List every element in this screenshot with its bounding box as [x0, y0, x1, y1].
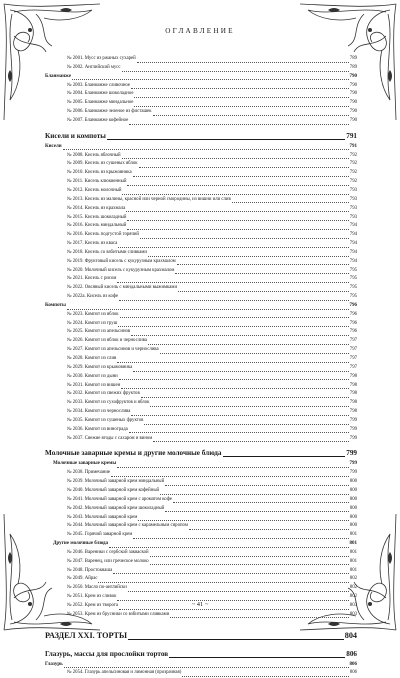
- toc-page-number: 793: [349, 196, 357, 202]
- toc-page-number: 799: [349, 470, 357, 476]
- toc-entry-title: № 2022а. Кисель из кофе: [67, 294, 119, 300]
- toc-page-number: 801: [349, 549, 357, 555]
- dot-leader: [129, 432, 349, 433]
- toc-entry[interactable]: [45, 373, 357, 382]
- toc-page-number: 799: [349, 417, 357, 423]
- toc-entry-title: № 2003. Бланманже сливочное: [67, 82, 130, 88]
- toc-entry-title: № 2049. Айрас: [67, 576, 98, 582]
- dot-leader: [131, 415, 348, 416]
- toc-page-number: 789: [349, 64, 357, 70]
- toc-page-number: 794: [349, 241, 357, 247]
- dot-leader: [64, 667, 349, 668]
- dot-leader: [111, 476, 349, 477]
- dot-leader: [141, 397, 349, 398]
- toc-page-number: 794: [349, 223, 357, 229]
- toc-entry-title: № 2043. Молочный заварной крем: [67, 514, 138, 520]
- dot-leader: [165, 511, 348, 512]
- toc-entry-title: № 2006. Бланманже зеленое из фисташек: [67, 109, 152, 115]
- toc-page-number: 798: [349, 400, 357, 406]
- toc-entry-title: Молочные заварные кремы и другие молочные блюда: [45, 449, 222, 458]
- toc-page-number: 792: [349, 161, 357, 167]
- toc-entry-title: № 2018. Кисель со взбитыми сливками: [67, 249, 147, 255]
- table-of-contents: [45, 55, 357, 678]
- toc-entry[interactable]: [45, 575, 357, 584]
- toc-entry-title: № 2019. Фруктовый кисель с кукурузным крахмалом: [67, 258, 176, 264]
- toc-page-number: 799: [346, 449, 357, 458]
- toc-page-number: 795: [349, 294, 357, 300]
- toc-entry-title: № 2045. Горячий заварной крем: [67, 532, 133, 538]
- dot-leader: [122, 194, 348, 195]
- toc-page-number: 793: [349, 187, 357, 193]
- toc-page-number: 800: [349, 514, 357, 520]
- dot-leader: [232, 202, 349, 203]
- toc-entry-title: № 2012. Кисель молочный: [67, 187, 122, 193]
- toc-entry[interactable]: [45, 55, 357, 64]
- dot-leader: [128, 639, 344, 640]
- toc-entry[interactable]: [45, 293, 357, 302]
- dot-leader: [137, 62, 349, 63]
- toc-page-number: 790: [349, 73, 357, 79]
- dot-leader: [173, 502, 349, 503]
- toc-entry-title: № 2037. Свежие ягоды с сахаром и вином: [67, 435, 153, 441]
- toc-entry-title: Глазурь, массы для прослойки тортов: [45, 649, 169, 658]
- toc-entry[interactable]: [45, 160, 357, 169]
- toc-entry-title: № 2017. Кисель из кваса: [67, 241, 118, 247]
- toc-entry[interactable]: [45, 231, 357, 240]
- page-title: ОГЛАВЛЕНИЕ: [165, 27, 235, 35]
- dot-leader: [122, 71, 349, 72]
- toc-entry[interactable]: [45, 222, 357, 231]
- toc-entry[interactable]: [45, 584, 357, 593]
- dot-leader: [119, 609, 349, 610]
- dot-leader: [139, 167, 349, 168]
- toc-entry[interactable]: [45, 531, 357, 540]
- toc-page-number: 799: [349, 461, 357, 467]
- toc-chapter[interactable]: [45, 647, 357, 661]
- toc-entry-title: № 2033. Компот из сухофруктов и яблок: [67, 400, 150, 406]
- toc-page-number: 796: [349, 302, 357, 308]
- toc-entry[interactable]: [45, 567, 357, 576]
- toc-page-number: 802: [349, 585, 357, 591]
- toc-entry[interactable]: [45, 178, 357, 187]
- dot-leader: [118, 247, 349, 248]
- toc-page-number: 790: [349, 82, 357, 88]
- dot-leader: [113, 573, 349, 574]
- toc-page-number: 797: [349, 364, 357, 370]
- toc-page-number: 799: [349, 435, 357, 441]
- dot-leader: [119, 300, 349, 301]
- toc-entry[interactable]: [45, 169, 357, 178]
- toc-entry-title: № 2047. Варенец, или греческое молоко: [67, 558, 149, 564]
- dot-leader: [170, 617, 349, 618]
- toc-entry-title: № 2020. Молочный кисель с кукурузным крахмалом: [67, 267, 175, 273]
- toc-subheading[interactable]: [45, 540, 357, 549]
- toc-entry-title: № 2008. Кисель яблочный: [67, 152, 121, 158]
- toc-entry[interactable]: [45, 382, 357, 391]
- toc-entry-title: № 2007. Бланманже кофейное: [67, 117, 129, 123]
- toc-entry[interactable]: [45, 99, 357, 108]
- toc-entry-title: № 2039. Молочный заварной крем миндальный: [67, 479, 165, 485]
- toc-entry[interactable]: [45, 399, 357, 408]
- dot-leader: [169, 657, 345, 658]
- toc-subheading[interactable]: [45, 661, 357, 670]
- dot-leader: [133, 538, 349, 539]
- toc-entry-title: № 2004. Бланманже шоколадное: [67, 91, 134, 97]
- toc-entry-title: № 2041. Молочный заварной крем с ароматом кофе: [67, 496, 172, 502]
- toc-entry[interactable]: [45, 320, 357, 329]
- dot-leader: [144, 424, 348, 425]
- toc-entry[interactable]: [45, 90, 357, 99]
- toc-chapter[interactable]: [45, 129, 357, 143]
- toc-entry[interactable]: [45, 205, 357, 214]
- dot-leader: [148, 256, 349, 257]
- toc-entry-title: № 2051. Крем из сливок: [67, 594, 117, 600]
- dot-leader: [140, 238, 349, 239]
- toc-page-number: 794: [349, 258, 357, 264]
- toc-entry[interactable]: [45, 390, 357, 399]
- toc-page-number: 800: [349, 523, 357, 529]
- toc-entry[interactable]: [45, 328, 357, 337]
- toc-page-number: 806: [346, 649, 357, 658]
- dot-leader: [129, 124, 349, 125]
- toc-entry[interactable]: [45, 108, 357, 117]
- toc-entry-title: № 2016. Кисель подгустой горячий: [67, 232, 139, 238]
- dot-leader: [223, 456, 346, 457]
- toc-page-number: 801: [349, 558, 357, 564]
- toc-entry[interactable]: [45, 117, 357, 126]
- toc-entry-title: № 2001. Мусс из ржаных сухарей: [67, 56, 136, 61]
- toc-chapter[interactable]: [45, 446, 357, 460]
- toc-entry[interactable]: [45, 214, 357, 223]
- toc-entry-title: № 2013. Кисель из малины, красной или черной смородины, из вишни или слив: [67, 196, 231, 202]
- dot-leader: [133, 176, 349, 177]
- toc-section[interactable]: [45, 628, 357, 644]
- toc-entry-title: № 2021. Кисель с рисом: [67, 276, 117, 282]
- toc-page-number: 802: [349, 576, 357, 582]
- toc-entry-title: № 2011. Кисель клюквенный: [67, 179, 127, 185]
- toc-page-number: 794: [349, 249, 357, 255]
- toc-page-number: 789: [349, 56, 357, 61]
- toc-entry-title: Глазурь: [45, 661, 63, 667]
- toc-entry-title: № 2050. Масло по-английски: [67, 585, 127, 591]
- toc-page-number: 795: [349, 276, 357, 282]
- toc-entry-title: № 2052. Крем из творога: [67, 602, 119, 608]
- toc-page-number: 801: [349, 541, 357, 547]
- toc-page-number: 792: [349, 179, 357, 185]
- toc-entry[interactable]: [45, 487, 357, 496]
- dot-leader: [150, 406, 348, 407]
- toc-page-number: 799: [349, 426, 357, 432]
- dot-leader: [182, 676, 348, 677]
- dot-leader: [134, 97, 348, 98]
- toc-entry-title: № 2009. Кисель из сушеных яблок: [67, 161, 138, 167]
- toc-entry-title: № 2015. Кисель шоколадный: [67, 214, 127, 220]
- toc-entry[interactable]: [45, 558, 357, 567]
- dot-leader: [120, 317, 349, 318]
- toc-page-number: 790: [349, 100, 357, 106]
- toc-page-number: 798: [349, 391, 357, 397]
- dot-leader: [126, 211, 349, 212]
- dot-leader: [131, 335, 349, 336]
- toc-entry[interactable]: [45, 240, 357, 249]
- toc-entry[interactable]: [45, 496, 357, 505]
- dot-leader: [150, 564, 349, 565]
- toc-entry-title: № 2025. Компот из апельсинов: [67, 329, 131, 335]
- toc-page-number: 800: [349, 487, 357, 493]
- toc-entry-title: № 2028. Компот из слив: [67, 356, 117, 361]
- dot-leader: [189, 529, 349, 530]
- toc-entry[interactable]: [45, 417, 357, 426]
- toc-subheading[interactable]: [45, 460, 357, 469]
- toc-entry-title: № 2014. Кисель из крахмала: [67, 205, 126, 211]
- dot-leader: [177, 264, 349, 265]
- toc-entry-title: № 2036. Компот из винограда: [67, 426, 128, 432]
- toc-page-number: 793: [349, 205, 357, 211]
- toc-entry[interactable]: [45, 364, 357, 373]
- toc-entry-title: Молочные заварные кремы: [53, 461, 117, 467]
- toc-page-number: 790: [349, 91, 357, 97]
- dot-leader: [150, 556, 349, 557]
- toc-page-number: 803: [349, 602, 357, 608]
- toc-entry-title: Бланманже: [45, 73, 71, 79]
- dot-leader: [131, 88, 349, 89]
- toc-page-number: 798: [349, 373, 357, 379]
- dot-leader: [134, 106, 348, 107]
- toc-entry[interactable]: [45, 284, 357, 293]
- toc-entry-title: Компоты: [45, 302, 66, 308]
- toc-entry[interactable]: [45, 355, 357, 364]
- toc-page-number: 792: [349, 170, 357, 176]
- toc-entry[interactable]: [45, 267, 357, 276]
- toc-entry[interactable]: [45, 196, 357, 205]
- dot-leader: [63, 149, 349, 150]
- toc-page-number: 797: [349, 338, 357, 344]
- toc-entry[interactable]: [45, 478, 357, 487]
- toc-page-number: 798: [349, 409, 357, 415]
- dot-leader: [127, 220, 348, 221]
- dot-leader: [109, 547, 348, 548]
- dot-leader: [165, 485, 349, 486]
- toc-entry-title: № 2024. Компот из груш: [67, 320, 118, 326]
- toc-entry-title: № 2005. Бланманже миндальное: [67, 100, 134, 106]
- toc-entry-title: № 2010. Кисель из крыжовника: [67, 170, 132, 176]
- toc-entry-title: РАЗДЕЛ XXI. ТОРТЫ: [45, 630, 128, 640]
- dot-leader: [121, 388, 349, 389]
- toc-entry-title: № 2026. Компот из яблок и чернослива: [67, 338, 147, 344]
- dot-leader: [178, 291, 349, 292]
- toc-entry[interactable]: [45, 669, 357, 678]
- dot-leader: [160, 494, 349, 495]
- toc-page-number: 790: [349, 109, 357, 115]
- toc-entry-title: № 2048. Простокваша: [67, 567, 113, 573]
- toc-entry[interactable]: [45, 514, 357, 523]
- toc-entry[interactable]: [45, 505, 357, 514]
- toc-entry[interactable]: [45, 435, 357, 444]
- toc-entry[interactable]: [45, 426, 357, 435]
- toc-entry-title: № 2038. Примечание: [67, 470, 111, 476]
- toc-entry[interactable]: [45, 611, 357, 620]
- toc-entry[interactable]: [45, 64, 357, 73]
- toc-page-number: 795: [349, 267, 357, 273]
- toc-entry-title: № 2030. Компот из дыни: [67, 373, 118, 379]
- dot-leader: [117, 282, 348, 283]
- toc-page-number: 794: [349, 232, 357, 238]
- toc-entry-title: № 2032. Компот из свежих фруктов: [67, 391, 140, 397]
- toc-page-number: 791: [349, 143, 357, 149]
- toc-page-number: 803: [349, 611, 357, 617]
- toc-entry[interactable]: [45, 152, 357, 161]
- toc-entry-title: № 2027. Компот из апельсинов и чернослива: [67, 347, 159, 353]
- dot-leader: [127, 229, 348, 230]
- toc-subheading[interactable]: [45, 73, 357, 82]
- toc-entry[interactable]: [45, 258, 357, 267]
- toc-page-number: 801: [349, 567, 357, 573]
- toc-page-number: 795: [349, 285, 357, 291]
- toc-entry[interactable]: [45, 337, 357, 346]
- toc-entry-title: № 2022. Овсяный кисель с миндальными выжимками: [67, 285, 178, 291]
- toc-entry-title: № 2044. Молочный заварной крем с карамельным сиропом: [67, 523, 188, 529]
- dot-leader: [117, 362, 349, 363]
- toc-entry-title: № 2040. Молочный заварной крем кофейный: [67, 487, 160, 493]
- toc-entry-title: № 2054. Глазурь апельсиновая и лимонная (прозрачная): [67, 670, 182, 676]
- dot-leader: [148, 344, 349, 345]
- dot-leader: [118, 326, 348, 327]
- toc-entry-title: № 2042. Молочный заварной крем шоколадный: [67, 505, 165, 511]
- toc-entry-title: № 2046. Вареники с сербской закваской: [67, 549, 149, 555]
- dot-leader: [98, 582, 348, 583]
- toc-entry-title: Кисели и компоты: [45, 131, 106, 140]
- dot-leader: [107, 139, 345, 140]
- page-number: ~ 41 ~: [191, 601, 209, 608]
- toc-page-number: 797: [349, 356, 357, 361]
- toc-entry[interactable]: [45, 249, 357, 258]
- toc-page-number: 800: [349, 479, 357, 485]
- toc-subheading[interactable]: [45, 143, 357, 152]
- toc-entry[interactable]: [45, 549, 357, 558]
- toc-entry-title: № 2002. Английский мусс: [67, 64, 121, 70]
- toc-entry-title: Другие молочные блюда: [53, 541, 109, 547]
- toc-page-number: 796: [349, 311, 357, 317]
- toc-page-number: 792: [349, 152, 357, 158]
- dot-leader: [175, 273, 348, 274]
- toc-page-number: 798: [349, 382, 357, 388]
- dot-leader: [119, 379, 349, 380]
- toc-entry[interactable]: [45, 275, 357, 284]
- toc-entry[interactable]: [45, 311, 357, 320]
- toc-entry-title: № 2031. Компот из вишен: [67, 382, 121, 388]
- dot-leader: [122, 158, 349, 159]
- toc-page-number: 802: [349, 594, 357, 600]
- toc-entry[interactable]: [45, 346, 357, 355]
- toc-entry[interactable]: [45, 187, 357, 196]
- dot-leader: [117, 467, 348, 468]
- toc-page-number: 796: [349, 320, 357, 326]
- toc-page-number: 791: [346, 131, 357, 140]
- toc-entry-title: № 2023. Компот из яблок: [67, 311, 119, 317]
- toc-page-number: 800: [349, 496, 357, 502]
- toc-entry[interactable]: [45, 469, 357, 478]
- dot-leader: [67, 309, 349, 310]
- dot-leader: [153, 441, 349, 442]
- toc-entry[interactable]: [45, 82, 357, 91]
- dot-leader: [72, 79, 349, 80]
- dot-leader: [133, 371, 349, 372]
- toc-page-number: 793: [349, 214, 357, 220]
- toc-entry-title: № 2016. Кисель миндальный: [67, 223, 127, 229]
- toc-entry-title: № 2029. Компот из крыжовника: [67, 364, 133, 370]
- dot-leader: [153, 115, 349, 116]
- dot-leader: [160, 353, 349, 354]
- toc-page-number: 804: [344, 630, 357, 640]
- dot-leader: [128, 591, 349, 592]
- toc-entry-title: № 2035. Компот из сушеных фруктов: [67, 417, 144, 423]
- toc-entry-title: № 2034. Компот из чернослива: [67, 409, 131, 415]
- dot-leader: [138, 520, 349, 521]
- toc-page-number: 790: [349, 117, 357, 123]
- toc-page-number: 797: [349, 347, 357, 353]
- toc-page-number: 806: [349, 670, 357, 676]
- toc-page-number: 801: [349, 532, 357, 538]
- toc-page-number: 796: [349, 329, 357, 335]
- toc-subheading[interactable]: [45, 302, 357, 311]
- toc-entry[interactable]: [45, 522, 357, 531]
- toc-entry-title: Кисели: [45, 143, 62, 149]
- dot-leader: [127, 185, 348, 186]
- toc-entry[interactable]: [45, 408, 357, 417]
- toc-page-number: 806: [349, 661, 357, 667]
- toc-page-number: 800: [349, 505, 357, 511]
- toc-entry-title: № 2053. Крем из брусники со взбитыми сливками: [67, 611, 170, 617]
